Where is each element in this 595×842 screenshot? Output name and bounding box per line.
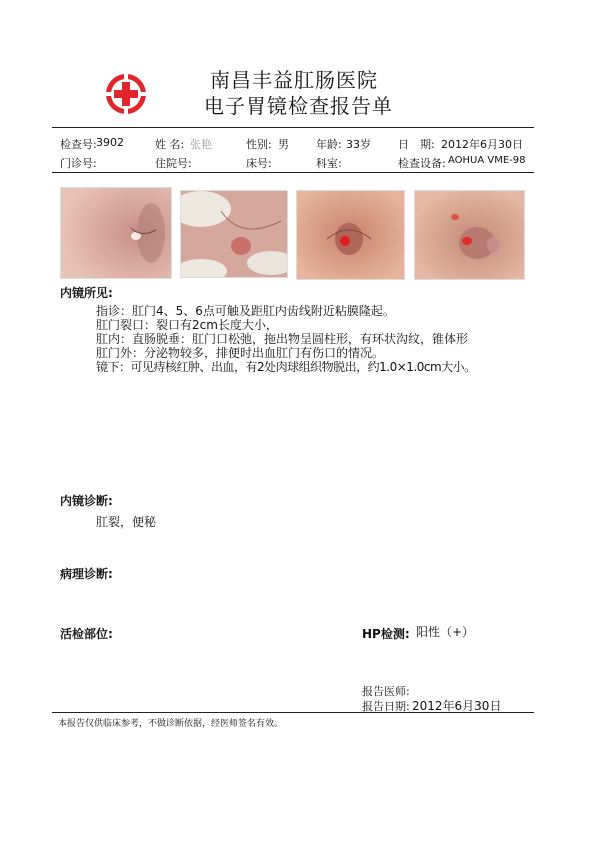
- sex-value: 男: [278, 138, 289, 151]
- info-divider: [52, 172, 534, 173]
- diagnosis-text: 肛裂，便秘: [96, 515, 157, 529]
- date-value: 2012年6月30日: [441, 138, 523, 151]
- biopsy-heading: 活检部位:: [60, 627, 113, 641]
- report-date-label: 报告日期:: [362, 700, 410, 713]
- exam-no-value: 3902: [96, 136, 124, 149]
- inpatient-label: 住院号:: [155, 157, 192, 170]
- hp-value: 阳性（+）: [416, 625, 475, 639]
- footer-divider: [52, 712, 534, 713]
- name-label: 姓 名:: [155, 138, 185, 151]
- endoscopy-image-4: [414, 190, 525, 280]
- findings-line-5: 镜下：可见痔核红肿、出血，有2处肉球组织物脱出，约1.0×1.0cm大小。: [96, 360, 476, 374]
- exam-no-label: 检查号:: [60, 138, 97, 151]
- report-date-value: 2012年6月30日: [412, 699, 502, 713]
- hospital-name: 南昌丰益肛肠医院: [210, 68, 378, 92]
- age-label: 年龄:: [316, 138, 342, 151]
- date-label: 日 期:: [398, 138, 435, 151]
- age-value: 33岁: [346, 138, 371, 151]
- dept-label: 科室:: [316, 157, 342, 170]
- report-title: 电子胃镜检查报告单: [204, 94, 393, 118]
- sex-label: 性别:: [246, 138, 272, 151]
- device-value: AOHUA VME-98: [448, 155, 526, 166]
- findings-line-1: 指诊：肛门4、5、6点可触及距肛内齿线附近粘膜隆起。: [96, 304, 395, 318]
- hospital-logo: [104, 72, 148, 116]
- doctor-label: 报告医师:: [362, 685, 410, 698]
- bed-label: 床号:: [246, 157, 272, 170]
- outpatient-label: 门诊号:: [60, 157, 97, 170]
- header-divider: [52, 127, 534, 128]
- endoscopy-image-2: [180, 190, 288, 278]
- device-label: 检查设备:: [398, 157, 446, 170]
- pathology-heading: 病理诊断:: [60, 567, 113, 581]
- hp-label: HP检测:: [362, 627, 410, 641]
- findings-line-3: 肛内：直肠脱垂：肛门口松弛，拖出物呈圆柱形，有环状沟纹，锥体形: [96, 332, 469, 346]
- patient-name: 张艳: [190, 138, 212, 151]
- disclaimer: 本报告仅供临床参考，不做诊断依据，经医师签名有效。: [58, 719, 284, 729]
- endoscopy-image-1: [60, 187, 172, 279]
- endoscopy-image-3: [296, 190, 405, 280]
- findings-heading: 内镜所见:: [60, 286, 113, 300]
- findings-line-4: 肛门外：分泌物较多，排便时出血肛门有伤口的情况。: [96, 346, 385, 360]
- findings-line-2: 肛门裂口：裂口有2cm长度大小，: [96, 318, 278, 332]
- diagnosis-heading: 内镜诊断:: [60, 494, 113, 508]
